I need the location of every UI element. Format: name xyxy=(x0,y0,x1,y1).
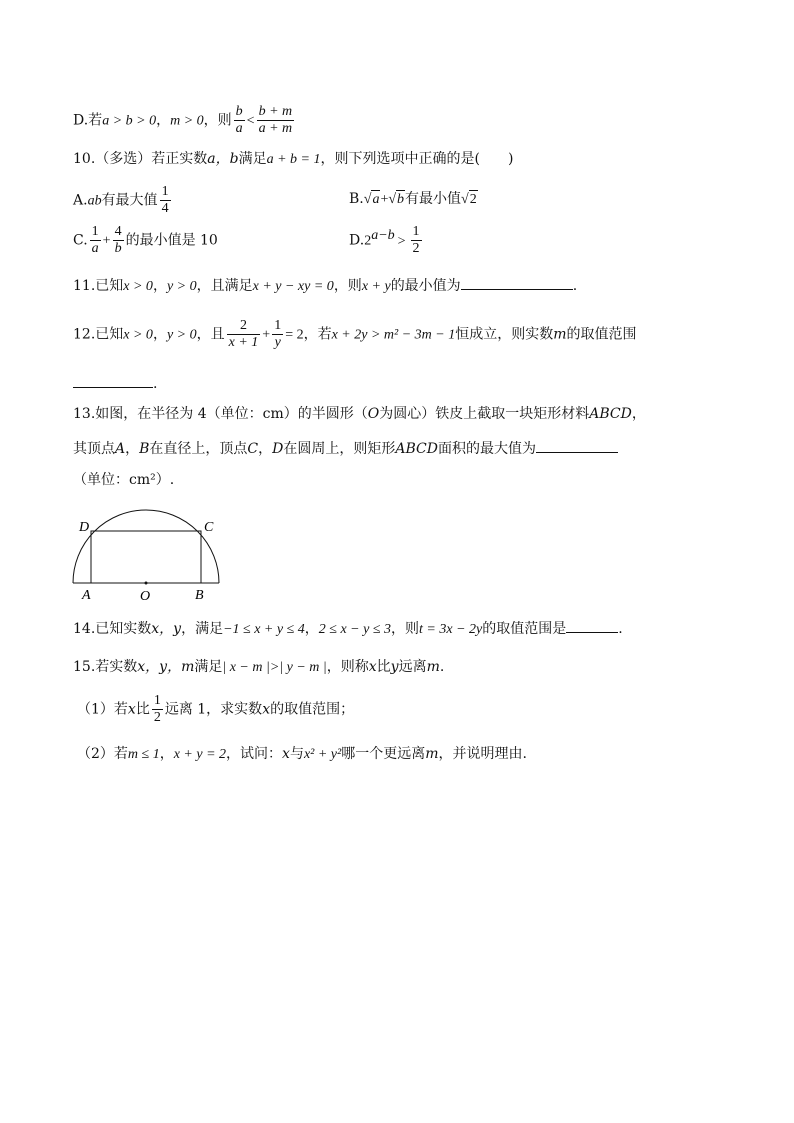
q10-option-d xyxy=(349,224,424,257)
q10-d-exp: a−b xyxy=(371,227,395,243)
q11-c2: y > 0 xyxy=(166,279,197,294)
q15-p1n: 1 xyxy=(153,693,161,708)
q15-p2s: ， xyxy=(159,746,174,762)
q14-c1: −1 ≤ x + y ≤ 4 xyxy=(223,622,305,637)
q15-p2a: （2）若 xyxy=(77,746,128,762)
q15-p1a: （1）若 xyxy=(77,701,128,718)
label-b: B xyxy=(195,588,204,603)
q12-f1d: x + 1 xyxy=(228,335,259,350)
q9d-cond1: a > b > 0 xyxy=(102,113,157,129)
q10-b-sqrt-a: a xyxy=(372,192,380,207)
q13-l2c: 在直径上，顶点 xyxy=(149,441,248,457)
q9d-frac2-den: a + m xyxy=(258,121,293,136)
q10-stem xyxy=(73,150,513,169)
q10-a-var: ab xyxy=(87,193,102,209)
q12-f2d: y xyxy=(274,335,281,350)
q11-end: . xyxy=(572,278,578,294)
q12-answer-line xyxy=(73,372,157,393)
q10-cond: a + b = 1 xyxy=(266,152,321,167)
q9d-sep: ， xyxy=(156,112,171,129)
q10-a-den: 4 xyxy=(161,201,169,216)
q11-c3: x + y − xy = 0 xyxy=(252,279,334,294)
q15-cond: | x − m |>| y − m | xyxy=(222,660,327,675)
q12-f2n: 1 xyxy=(274,318,282,333)
q15-p2e: ，并说明理由. xyxy=(438,746,527,762)
q15-a: 15.若实数 xyxy=(73,659,138,675)
q14-answer-blank[interactable] xyxy=(566,617,618,633)
q15-part1 xyxy=(77,693,354,726)
label-c: C xyxy=(204,520,214,535)
q13-l1a: 13.如图，在半径为 4（单位：cm）的半圆形（ xyxy=(73,406,368,422)
q13-o: O xyxy=(367,406,380,422)
q9d-frac1 xyxy=(234,104,245,137)
q14-b: ，满足 xyxy=(181,621,224,637)
label-d: D xyxy=(79,520,90,535)
q11-a: 11.已知 xyxy=(73,278,124,294)
q15-d: 比 xyxy=(376,659,391,675)
q13-l2e: 在圆周上，则矩形 xyxy=(283,441,396,457)
q10-d-den: 2 xyxy=(412,241,420,256)
q13-b: B xyxy=(139,441,150,457)
q10-option-c xyxy=(73,224,218,257)
q11 xyxy=(73,274,577,296)
q13-a: A xyxy=(115,441,126,457)
q11-c: ，则 xyxy=(333,278,362,294)
q9d-prefix: D.若 xyxy=(73,112,103,129)
q14-s: ， xyxy=(304,621,319,637)
q14-d: 的取值范围是 xyxy=(482,621,567,637)
q15-p1b: 比 xyxy=(135,701,150,718)
q15-p1-frac xyxy=(152,693,163,726)
label-o: O xyxy=(140,589,151,603)
q10-option-a xyxy=(73,184,173,217)
q15-p1e: 的取值范围； xyxy=(270,701,355,718)
q12-frac1 xyxy=(227,318,261,351)
q12-c1: x > 0 xyxy=(123,327,153,343)
q13-c: C xyxy=(247,441,259,457)
q10-b-text: 有最小值 xyxy=(405,191,462,207)
q15-p2m: m xyxy=(425,746,439,762)
q15-end: . xyxy=(439,659,445,675)
semicircle-figure xyxy=(70,508,230,603)
q15-m: m xyxy=(426,659,440,675)
q10-c-frac1 xyxy=(90,224,101,257)
q15-p2c1: m ≤ 1 xyxy=(127,747,160,762)
q15-part2 xyxy=(77,745,527,764)
q10-option-b: B.√a+√b有最小值√2 xyxy=(349,191,477,207)
q15-p2expr: x² + y² xyxy=(303,747,342,762)
q12-c2: y > 0 xyxy=(166,327,197,343)
q14-vars: x，y xyxy=(151,621,182,637)
q12-mvar: m xyxy=(553,326,567,343)
label-a: A xyxy=(82,588,91,603)
q12-ineq: x + 2y > m² − 3m − 1 xyxy=(331,327,456,343)
q15-c: ，则称 xyxy=(326,659,369,675)
q13-l1b: 为圆心）铁皮上截取一块矩形材料 xyxy=(379,406,590,422)
q11-c4: x + y xyxy=(361,279,391,294)
q15-p1x2: x xyxy=(262,701,271,718)
q12-frac2 xyxy=(272,318,283,351)
q12-plus: + xyxy=(262,327,271,343)
q14-c2: 2 ≤ x − y ≤ 3 xyxy=(318,622,392,637)
q15-p2c2: x + y = 2 xyxy=(173,747,227,762)
center-point-o xyxy=(145,582,148,585)
q9d-frac1-num: b xyxy=(235,104,243,119)
q12-answer-blank[interactable] xyxy=(73,372,153,388)
rectangle-abcd xyxy=(91,531,201,583)
q15-p2c: 与 xyxy=(289,746,304,762)
q10-c-n1: 1 xyxy=(91,224,99,239)
q10-b-sqrt-b: b xyxy=(397,192,405,207)
q15-p1c: 远离 1，求实数 xyxy=(164,701,263,718)
q15-x: x xyxy=(368,659,377,675)
q10-b-plus: + xyxy=(380,192,389,207)
q10-a-text: 有最大值 xyxy=(101,192,158,209)
q10-d-frac xyxy=(411,224,422,257)
q13-l2d: ， xyxy=(258,441,273,457)
q13-line2 xyxy=(73,437,618,458)
q10-vars: a，b xyxy=(207,151,239,167)
q10-d-num: 1 xyxy=(412,224,420,239)
q10-d-base: 2 xyxy=(364,233,372,249)
q10-stem-a: 10.（多选）若正实数 xyxy=(73,151,208,167)
q10-a-prefix: A. xyxy=(73,192,88,209)
q9-option-d xyxy=(73,104,296,137)
q14-a: 14.已知实数 xyxy=(73,621,152,637)
q9d-frac2-num: b + m xyxy=(258,104,293,119)
q12-d: 恒成立，则实数 xyxy=(455,326,554,343)
q12-a: 12.已知 xyxy=(73,326,124,343)
q13-comma: ， xyxy=(631,406,646,422)
q13-l2a: 其顶点 xyxy=(73,441,115,457)
q13-d: D xyxy=(272,441,284,457)
q10-c-prefix: C. xyxy=(73,232,88,249)
q11-d: 的最小值为 xyxy=(390,278,461,294)
q10-c-text: 的最小值是 10 xyxy=(125,232,218,249)
q12-end: . xyxy=(153,376,158,392)
q15-p2b: ，试问： xyxy=(226,746,283,762)
q13-abcd: ABCD xyxy=(589,406,632,422)
q13-l2b: ， xyxy=(125,441,140,457)
q15-e: 远离 xyxy=(398,659,427,675)
q13-l2f: 面积的最大值为 xyxy=(437,441,536,457)
q10-a-frac xyxy=(160,184,171,217)
q13-l3: （单位：cm²）. xyxy=(73,472,175,488)
q15-stem xyxy=(73,658,444,677)
q10-stem-b: 满足 xyxy=(238,151,267,167)
q14-end: . xyxy=(618,621,623,637)
q11-answer-blank[interactable] xyxy=(461,274,573,290)
q9d-frac2 xyxy=(257,104,295,137)
q10-d-gt: > xyxy=(397,233,406,249)
q15-p2d: 哪一个更远离 xyxy=(341,746,426,762)
q13-line3 xyxy=(73,471,174,489)
q10-b-sqrt-2: 2 xyxy=(469,192,477,207)
q15-p2x: x xyxy=(282,746,290,762)
q14-c: ，则 xyxy=(391,621,420,637)
q10-stem-c: ，则下列选项中正确的是( ) xyxy=(320,151,514,167)
q10-c-d1: a xyxy=(91,241,99,256)
q11-s1: ， xyxy=(152,278,167,294)
q10-c-n2: 4 xyxy=(114,224,122,239)
q14-t: t = 3x − 2y xyxy=(419,622,483,637)
q10-c-d2: b xyxy=(114,241,122,256)
q12-b: ，且 xyxy=(196,326,225,343)
q10-b-prefix: B. xyxy=(349,191,364,207)
q13-answer-blank[interactable] xyxy=(536,437,618,453)
q12-c: ，若 xyxy=(303,326,332,343)
q12-eq: = 2 xyxy=(285,327,304,343)
q9d-lt: < xyxy=(246,113,255,129)
q15-p1x: x xyxy=(127,701,136,718)
q12-f1n: 2 xyxy=(227,318,261,335)
q15-b: 满足 xyxy=(194,659,223,675)
q11-c1: x > 0 xyxy=(123,279,153,294)
q10-c-frac2 xyxy=(113,224,124,257)
q13-abcd-2: ABCD xyxy=(395,441,438,457)
q12-s1: ， xyxy=(152,326,167,343)
q15-y: y xyxy=(390,659,399,675)
q12 xyxy=(73,318,637,351)
q14 xyxy=(73,617,623,639)
q10-d-prefix: D. xyxy=(349,232,365,249)
q15-p1d: 2 xyxy=(153,710,161,725)
q9d-frac1-den: a xyxy=(235,121,243,136)
q10-a-num: 1 xyxy=(161,184,169,199)
semicircle-arc xyxy=(73,510,219,583)
q9d-then: ，则 xyxy=(203,112,232,129)
q10-c-plus: + xyxy=(102,233,111,249)
q9d-cond2: m > 0 xyxy=(170,113,204,129)
q15-vars: x，y，m xyxy=(137,659,195,675)
q13-line1 xyxy=(73,405,646,423)
q11-b: ，且满足 xyxy=(196,278,253,294)
q12-e: 的取值范围 xyxy=(566,326,637,343)
